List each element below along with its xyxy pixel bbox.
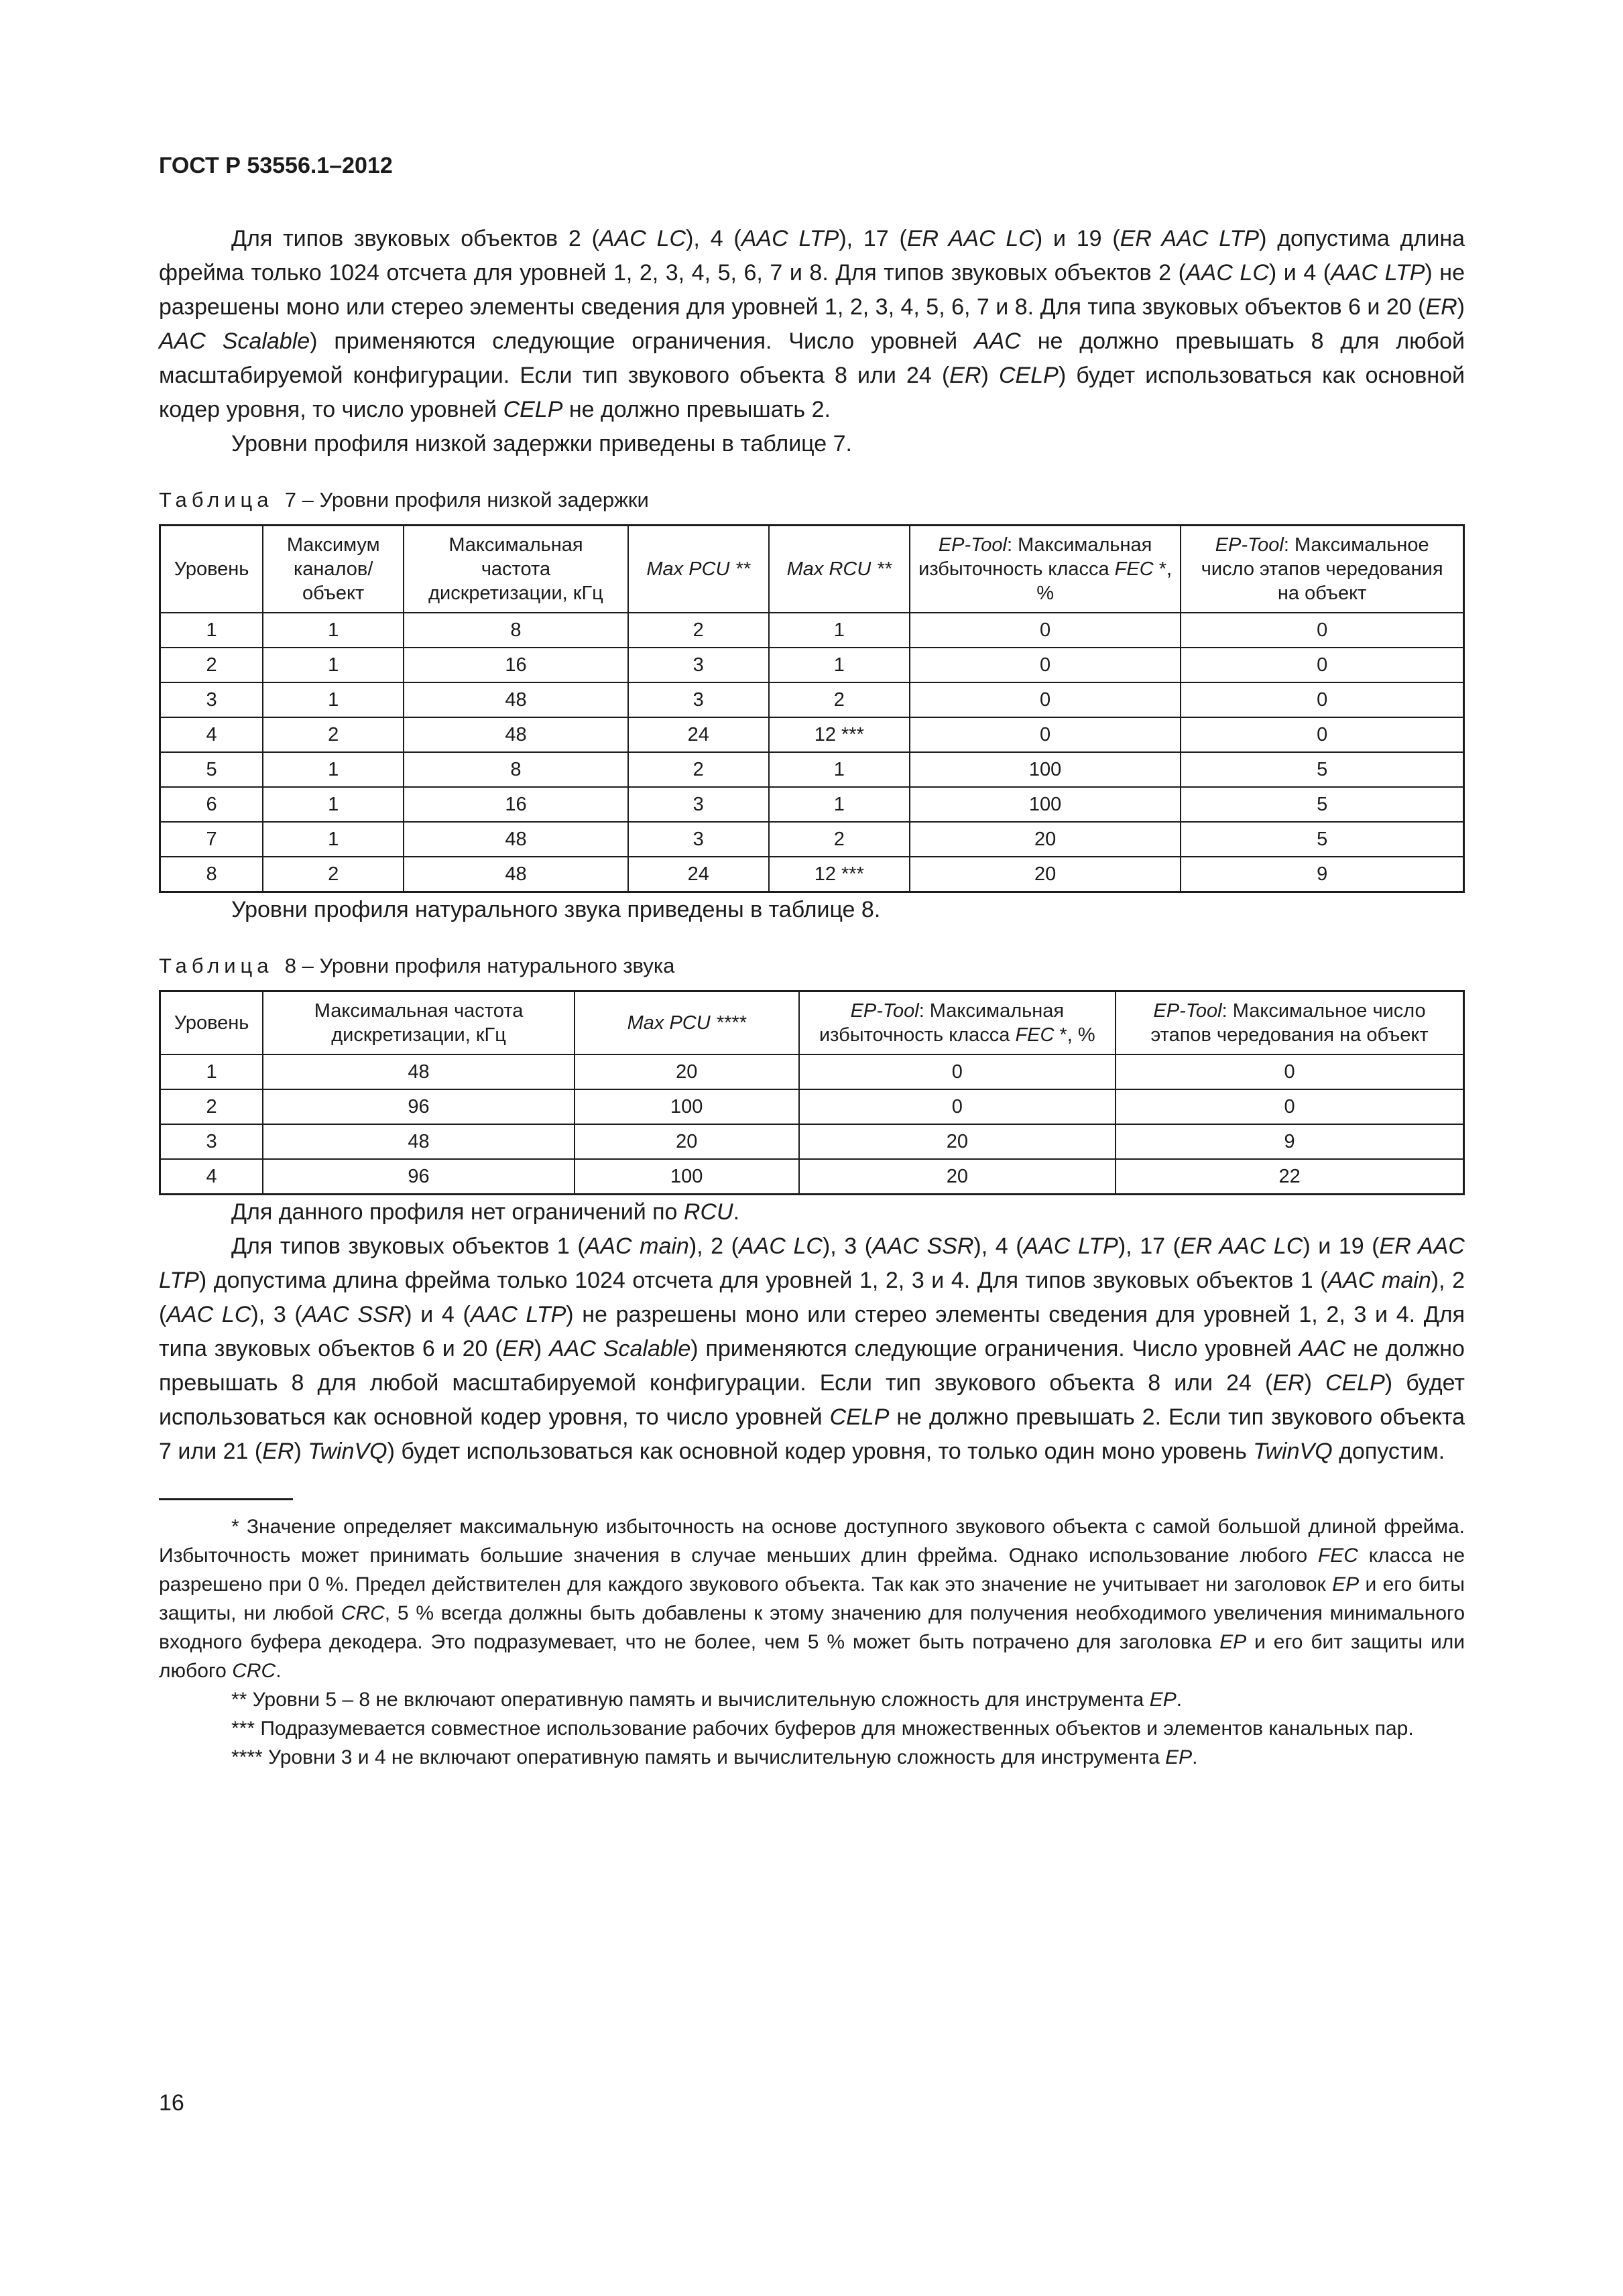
footnote-4 [159, 1743, 1465, 1772]
text-run: не должно превышать 2. [562, 397, 831, 422]
text-run: EP [1332, 1573, 1360, 1595]
text-run: . [1192, 1746, 1198, 1768]
text-run: *** Подразумевается совместное использование рабочих буферов для множественных объектов и элементов канальных пар. [231, 1717, 1414, 1740]
paragraph-audio-objects-ld [159, 222, 1465, 427]
text-run: RCU [683, 1199, 733, 1225]
table-cell: 48 [404, 822, 628, 857]
text-run: не должно превышать 8 для любой масштабируемой конфигурации. Если тип звукового объекта 8 или 24 ( [159, 328, 1465, 388]
text-run: ), 4 ( [686, 226, 741, 251]
table-cell: 96 [263, 1089, 575, 1124]
table-cell: 1 [160, 1054, 263, 1089]
text-run: EP [1149, 1689, 1177, 1711]
table8-natural-audio-profile [159, 990, 1465, 1195]
table-cell: 100 [910, 752, 1181, 787]
document-code: ГОСТ Р 53556.1–2012 [159, 153, 393, 178]
text-run: ), 17 ( [1118, 1233, 1181, 1259]
table-cell: 3 [628, 822, 769, 857]
table-row [160, 648, 1464, 682]
table-cell: 20 [575, 1124, 799, 1159]
table-row [160, 822, 1464, 857]
table-cell: 6 [160, 787, 263, 822]
table7-caption [159, 487, 1465, 513]
table7-body [160, 613, 1464, 892]
table-cell: 4 [160, 717, 263, 752]
table-cell: 20 [910, 822, 1181, 857]
table-cell: 22 [1116, 1159, 1463, 1195]
text-run: допустим. [1332, 1439, 1445, 1464]
table-cell: 2 [263, 717, 404, 752]
table8-header-row [160, 991, 1464, 1055]
table7-caption-word: Таблица [159, 488, 274, 511]
table7-header-row [160, 526, 1464, 613]
table-cell: 2 [769, 822, 910, 857]
text-run: EP-Tool [1215, 534, 1284, 556]
text-run: не должно превышать 8 для любой масштабируемой конфигурации. Если тип звукового объекта 8 или 24 ( [159, 1336, 1465, 1396]
text-run: EP-Tool [938, 534, 1007, 556]
text-run: AAC [1299, 1336, 1346, 1362]
table8-caption [159, 953, 1465, 979]
text-run: FEC [1015, 1024, 1055, 1046]
text-run: **** Уровни 3 и 4 не включают оперативную память и вычислительную сложность для инструмента [231, 1746, 1166, 1768]
table-cell: 2 [160, 648, 263, 682]
text-run: AAC LTP [470, 1302, 566, 1327]
text-run: и его бит защиты или любого [159, 1631, 1465, 1682]
table-cell: 8 [404, 752, 628, 787]
text-run: TwinVQ [308, 1439, 387, 1464]
text-run: *, % [1054, 1024, 1095, 1046]
text-run: Для типов звуковых объектов 2 ( [231, 226, 599, 251]
table-row [160, 1124, 1464, 1159]
text-run: ER AAC LTP [1120, 226, 1260, 251]
table-cell: 4 [160, 1159, 263, 1195]
text-run: Max PCU **** [627, 1012, 746, 1034]
table-cell: 0 [799, 1054, 1116, 1089]
table-cell: 8 [404, 613, 628, 648]
text-run: ) будет использоваться как основной кодер уровня, то число уровней [159, 1370, 1465, 1430]
table-cell: 48 [263, 1124, 575, 1159]
table-cell: 12 *** [769, 857, 910, 892]
text-run: ) и 4 ( [404, 1302, 471, 1327]
table-cell: 0 [1181, 613, 1463, 648]
table-cell: 3 [628, 648, 769, 682]
text-run: ), 4 ( [973, 1233, 1024, 1259]
table-cell: 5 [160, 752, 263, 787]
text-run: ) применяются следующие ограничения. Число уровней [310, 328, 974, 354]
table-cell: 0 [910, 717, 1181, 752]
table7-header-max-sampling [404, 526, 628, 613]
text-run: Уровень [174, 1012, 249, 1034]
table-cell: 2 [769, 682, 910, 717]
table-cell: 2 [160, 1089, 263, 1124]
table-cell: 5 [1181, 787, 1463, 822]
text-run: : Максимальное число этапов чередования на объект [1201, 534, 1443, 604]
table-cell: 1 [769, 613, 910, 648]
table-cell: 9 [1116, 1124, 1463, 1159]
text-run: AAC [973, 328, 1021, 354]
text-run: ) будет использоваться как основной кодер уровня, то только один моно уровень [387, 1439, 1254, 1464]
text-run: ER [1425, 294, 1457, 320]
table-cell: 20 [575, 1054, 799, 1089]
table-cell: 8 [160, 857, 263, 892]
text-run: ER [949, 363, 981, 388]
text-run: . [733, 1199, 740, 1225]
text-run: EP [1219, 1631, 1247, 1653]
paragraph-table7-ref: Уровни профиля низкой задержки приведены в таблице 7. [231, 431, 852, 457]
table7-header-max-pcu [628, 526, 769, 613]
text-run: EP-Tool [1153, 1000, 1222, 1022]
table7-header-ep-tool-interleave [1181, 526, 1463, 613]
table7-header-level [160, 526, 263, 613]
table7-header-ep-tool-fec [910, 526, 1181, 613]
text-run: . [276, 1660, 282, 1682]
text-run: ), 3 ( [822, 1233, 873, 1259]
table-cell: 0 [1181, 682, 1463, 717]
footnotes-section [159, 1498, 1465, 1772]
table8-header-ep-tool-interleave [1116, 991, 1463, 1055]
table-cell: 5 [1181, 822, 1463, 857]
table-cell: 0 [910, 648, 1181, 682]
text-run: ) не разрешены моно или стерео элементы сведения для уровней 1, 2, 3 и 4. Для типа звуковых объектов 6 и 20 ( [159, 1302, 1465, 1362]
text-run: ER [262, 1439, 294, 1464]
text-run: : Максимальное число этапов чередования на объект [1150, 1000, 1429, 1046]
table-cell: 1 [769, 648, 910, 682]
table-cell: 0 [910, 682, 1181, 717]
table-cell: 1 [160, 613, 263, 648]
text-run: AAC SSR [302, 1302, 405, 1327]
text-run: ), 17 ( [839, 226, 907, 251]
table-cell: 0 [1116, 1054, 1463, 1089]
text-run: ), 3 ( [251, 1302, 302, 1327]
text-run: ER AAC LC [1180, 1233, 1303, 1259]
table-cell: 0 [1181, 717, 1463, 752]
table-cell: 0 [1181, 648, 1463, 682]
paragraph-audio-objects-natural [159, 1229, 1465, 1469]
text-run: Максимум каналов/ объект [286, 534, 380, 604]
table-cell: 48 [263, 1054, 575, 1089]
text-run: FEC [1114, 558, 1154, 580]
table-cell: 1 [263, 613, 404, 648]
table-cell: 3 [160, 682, 263, 717]
footnote-1 [159, 1512, 1465, 1685]
text-run: AAC LTP [1331, 260, 1425, 286]
text-run: Уровень [174, 558, 249, 580]
table-cell: 16 [404, 648, 628, 682]
table-cell: 20 [799, 1159, 1116, 1195]
table7-header-max-rcu [769, 526, 910, 613]
table-cell: 2 [628, 752, 769, 787]
text-run: ) допустима длина фрейма только 1024 отсчета для уровней 1, 2, 3 и 4. Для типов звуковых объектов 1 ( [198, 1268, 1328, 1293]
text-run: Max PCU ** [646, 558, 751, 580]
table-cell: 1 [263, 648, 404, 682]
text-run: ), 2 ( [159, 1268, 1465, 1327]
text-run: ) [1304, 1370, 1325, 1396]
table-row [160, 787, 1464, 822]
table-row [160, 717, 1464, 752]
table-cell: 2 [628, 613, 769, 648]
text-run: AAC LTP [1023, 1233, 1118, 1259]
text-run: не должно превышать 2. Если тип звукового объекта 7 или 21 ( [159, 1404, 1465, 1464]
table-cell: 48 [404, 682, 628, 717]
text-run: *, % [1036, 558, 1173, 604]
text-run: AAC LC [166, 1302, 251, 1327]
table-cell: 1 [263, 682, 404, 717]
text-run: , 5 % всегда должны быть добавлены к этому значению для получения необходимого увеличения минимального входного буфера декодера. Это подразумевает, что не более, чем 5 % может быть потрачено для заголовка [159, 1602, 1465, 1653]
table7-caption-title: – Уровни профиля низкой задержки [302, 488, 649, 511]
table-cell: 3 [628, 682, 769, 717]
text-run: AAC LTP [741, 226, 839, 251]
table-cell: 96 [263, 1159, 575, 1195]
table-cell: 100 [575, 1159, 799, 1195]
table-cell: 48 [404, 717, 628, 752]
table-cell: 7 [160, 822, 263, 857]
text-run: AAC SSR [872, 1233, 974, 1259]
text-run: Максимальная частота дискретизации, кГц [314, 1000, 524, 1046]
paragraph-table8-ref: Уровни профиля натурального звука приведены в таблице 8. [231, 897, 881, 922]
table-cell: 24 [628, 857, 769, 892]
footnote-rule [159, 1498, 293, 1500]
table-row [160, 752, 1464, 787]
table-cell: 1 [263, 787, 404, 822]
text-run: CELP [503, 397, 563, 422]
text-run: . [1176, 1689, 1183, 1711]
text-run: ) допустима длина фрейма только 1024 отсчета для уровней 1, 2, 3, 4, 5, 6, 7 и 8. Для типов звуковых объектов 2 ( [159, 226, 1465, 286]
table-cell: 1 [769, 787, 910, 822]
table-row [160, 1054, 1464, 1089]
table-cell: 16 [404, 787, 628, 822]
text-run: : Максимальная избыточность класса [819, 1000, 1065, 1046]
footnote-3 [159, 1714, 1465, 1743]
text-run: AAC LC [1185, 260, 1269, 286]
text-run: AAC LC [738, 1233, 823, 1259]
text-run: CELP [1325, 1370, 1385, 1396]
text-run: AAC LC [599, 226, 686, 251]
table-cell: 24 [628, 717, 769, 752]
table-cell: 0 [910, 613, 1181, 648]
table7-caption-number: 7 [284, 488, 297, 511]
table-row [160, 857, 1464, 892]
table8-body [160, 1054, 1464, 1195]
table-cell: 3 [628, 787, 769, 822]
text-run: Для данного профиля нет ограничений по [231, 1199, 684, 1225]
table-cell: 100 [575, 1089, 799, 1124]
text-run: CELP [829, 1404, 890, 1430]
table8-header-ep-tool-fec [799, 991, 1116, 1055]
table-cell: 1 [263, 822, 404, 857]
table8-caption-title: – Уровни профиля натурального звука [302, 954, 675, 977]
text-run: EP [1165, 1746, 1193, 1768]
text-run: FEC [1317, 1545, 1358, 1567]
text-run: ) и 19 ( [1303, 1233, 1380, 1259]
text-run: ) [1457, 294, 1465, 320]
text-run: ** Уровни 5 – 8 не включают оперативную память и вычислительную сложность для инструмента [231, 1689, 1150, 1711]
text-run: ), 2 ( [688, 1233, 739, 1259]
table-cell: 12 *** [769, 717, 910, 752]
table-cell: 48 [404, 857, 628, 892]
table-cell: 2 [263, 857, 404, 892]
table-cell: 20 [799, 1124, 1116, 1159]
text-run: Для типов звуковых объектов 1 ( [231, 1233, 585, 1259]
text-run: EP-Tool [850, 1000, 919, 1022]
text-run: ) не разрешены моно или стерео элементы сведения для уровней 1, 2, 3, 4, 5, 6, 7 и 8. Для типа звуковых объектов 6 и 20 ( [159, 260, 1465, 320]
page-number: 16 [159, 2090, 184, 2116]
table8-header-max-sampling [263, 991, 575, 1055]
table-cell: 3 [160, 1124, 263, 1159]
table-cell: 1 [263, 752, 404, 787]
text-run: : Максимальная избыточность класса [918, 534, 1152, 580]
text-run: CRC [341, 1602, 385, 1624]
text-run: ) и 19 ( [1034, 226, 1120, 251]
text-run: CELP [999, 363, 1059, 388]
text-run: класса не разрешено при 0 %. Предел действителен для каждого звукового объекта. Так как это значение не учитывает ни заголовок [159, 1545, 1465, 1595]
table8-caption-number: 8 [284, 954, 297, 977]
footnote-2 [159, 1685, 1465, 1714]
text-run: ) [534, 1336, 550, 1362]
table-row [160, 1089, 1464, 1124]
table-cell: 100 [910, 787, 1181, 822]
table8-caption-word: Таблица [159, 954, 274, 977]
table8-header-max-pcu [575, 991, 799, 1055]
paragraph-rcu-note [159, 1195, 1465, 1229]
table-cell: 1 [769, 752, 910, 787]
text-run: ) и 4 ( [1268, 260, 1331, 286]
text-run: * Значение определяет максимальную избыточность на основе доступного звукового объекта с самой большой длиной фрейма. Избыточность может принимать большие значения в случае меньших длин фрейма. Однако использование любого [159, 1516, 1465, 1567]
text-run: CRC [232, 1660, 276, 1682]
table-cell: 9 [1181, 857, 1463, 892]
table8-header-level [160, 991, 263, 1055]
table7-header-max-channels [263, 526, 404, 613]
table-row [160, 613, 1464, 648]
table-cell: 0 [799, 1089, 1116, 1124]
text-run: и его биты защиты, ни любой [159, 1573, 1465, 1624]
text-run: ER [502, 1336, 534, 1362]
text-run: ER AAC LTP [159, 1233, 1465, 1293]
text-run: ) [981, 363, 999, 388]
text-run: AAC main [585, 1233, 689, 1259]
table-row [160, 682, 1464, 717]
text-run: ) [294, 1439, 308, 1464]
text-run: ER [1272, 1370, 1305, 1396]
text-run: TwinVQ [1253, 1439, 1333, 1464]
table7-head [160, 526, 1464, 613]
table-cell: 20 [910, 857, 1181, 892]
table8-head [160, 991, 1464, 1055]
table-cell: 5 [1181, 752, 1463, 787]
text-run: AAC main [1327, 1268, 1431, 1293]
text-run: ER AAC LC [906, 226, 1035, 251]
text-run: ) применяются следующие ограничения. Число уровней [690, 1336, 1299, 1362]
table-row [160, 1159, 1464, 1195]
table-cell: 0 [1116, 1089, 1463, 1124]
text-run: Максимальная частота дискретизации, кГц [428, 534, 603, 604]
text-run: ) будет использоваться как основной кодер уровня, то число уровней [159, 363, 1465, 422]
text-run: AAC Scalable [159, 328, 310, 354]
text-run: Max RCU ** [786, 558, 892, 580]
text-run: AAC Scalable [549, 1336, 691, 1362]
table7-low-delay-profile [159, 524, 1465, 893]
